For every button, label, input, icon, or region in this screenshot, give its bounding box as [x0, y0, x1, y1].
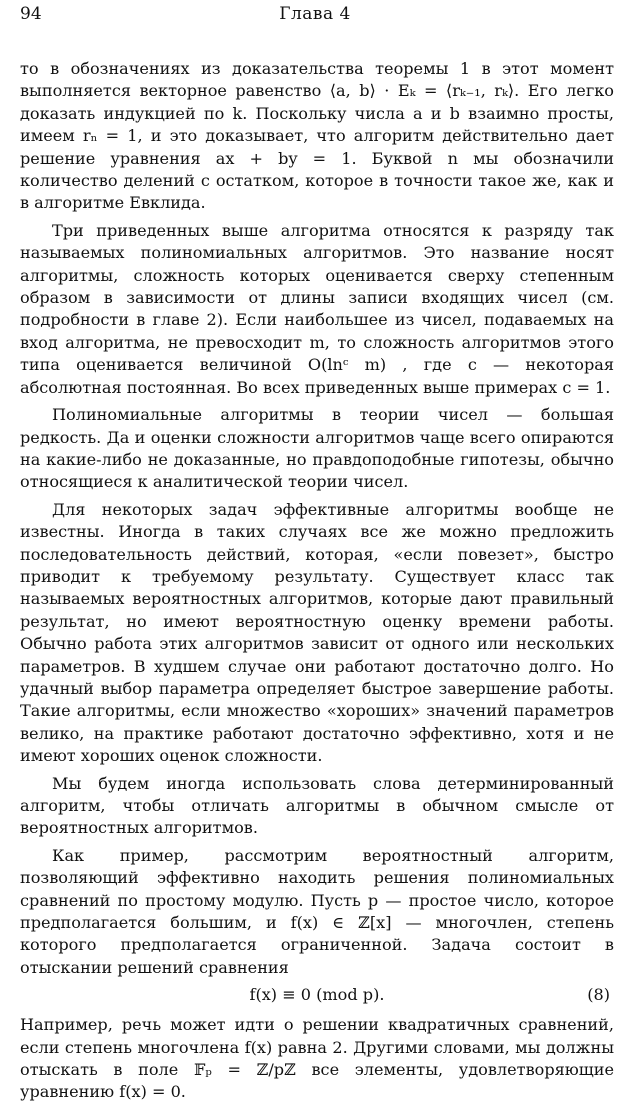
- page-header: [20, 4, 610, 30]
- paragraph-polynomial-algorithms: Три приведенных выше алгоритма относятся к разряду так называемых полиномиальных алгоритмов. Это название носят алгоритмы, сложность которых оценивается сверху степенным образом в зависимости от длины записи входящих чисел (см. подробности в главе 2). Если наибольшее из чисел, подаваемых на вход алгоритма, не превосходит m, то сложность алгоритмов этого типа оценивается величиной O(lnᶜ m) , где c — некоторая абсолютная постоянная. Во всех приведенных выше примерах c = 1.: [20, 220, 614, 397]
- paragraph-closing: Например, речь может идти о решении квадратичных сравнений, если степень многочлена f(x) равна 2. Другими словами, мы должны отыскать в поле 𝔽ₚ = ℤ/pℤ все элементы, удовлетворяющие уравнению f(x) = 0.: [20, 1015, 614, 1102]
- running-head: Глава 4: [279, 4, 351, 24]
- paragraph-example: Как пример, рассмотрим вероятностный алгоритм, позволяющий эффективно находить решения полиномиальных сравнений по простому модулю. Пусть p — простое число, которое предполагается большим, и f(x) ∈ ℤ[x] — многочлен, степень которого предполагается ограниченной. Задача состоит в отыскании решений сравнения: [20, 845, 614, 977]
- text-body: [20, 58, 614, 1109]
- equation-number: (8): [587, 985, 610, 1005]
- paragraph-rarity: Полиномиальные алгоритмы в теории чисел — большая редкость. Да и оценки сложности алгоритмов чаще всего опираются на какие-либо не доказанные, но правдоподобные гипотезы, обычно относящиеся к аналитической теории чисел.: [20, 405, 614, 492]
- paragraph-deterministic: Мы будем иногда использовать слова детерминированный алгоритм, чтобы отличать алгоритмы в обычном смысле от вероятностных алгоритмов.: [20, 773, 614, 838]
- paragraph-continuation: то в обозначениях из доказательства теоремы 1 в этот момент выполняется векторное равенство ⟨a, b⟩ · Eₖ = ⟨rₖ₋₁, rₖ⟩. Его легко доказать индукцией по k. Поскольку числа a и b взаимно просты, имеем rₙ = 1, и это доказывает, что алгоритм действительно дает решение уравнения ax + by = 1. Буквой n мы обозначили количество делений с остатком, которое в точности такое же, как и в алгоритме Евклида.: [20, 59, 614, 213]
- equation-8: [20, 984, 614, 1010]
- page-number: 94: [20, 4, 42, 24]
- paragraph-probabilistic-algorithms: Для некоторых задач эффективные алгоритмы вообще не известны. Иногда в таких случаях все же можно предложить последовательность действий, которая, «если повезет», быстро приводит к требуемому результату. Существует класс так называемых вероятностных алгоритмов, которые дают правильный результат, но имеют вероятностную оценку времени работы. Обычно работа этих алгоритмов зависит от одного или нескольких параметров. В худшем случае они работают достаточно долго. Но удачный выбор параметра определяет быстрое завершение работы. Такие алгоритмы, если множество «хороших» значений параметров велико, на практике работают достаточно эффективно, хотя и не имеют хороших оценок сложности.: [20, 499, 614, 766]
- equation-formula: f(x) ≡ 0 (mod p).: [249, 985, 385, 1005]
